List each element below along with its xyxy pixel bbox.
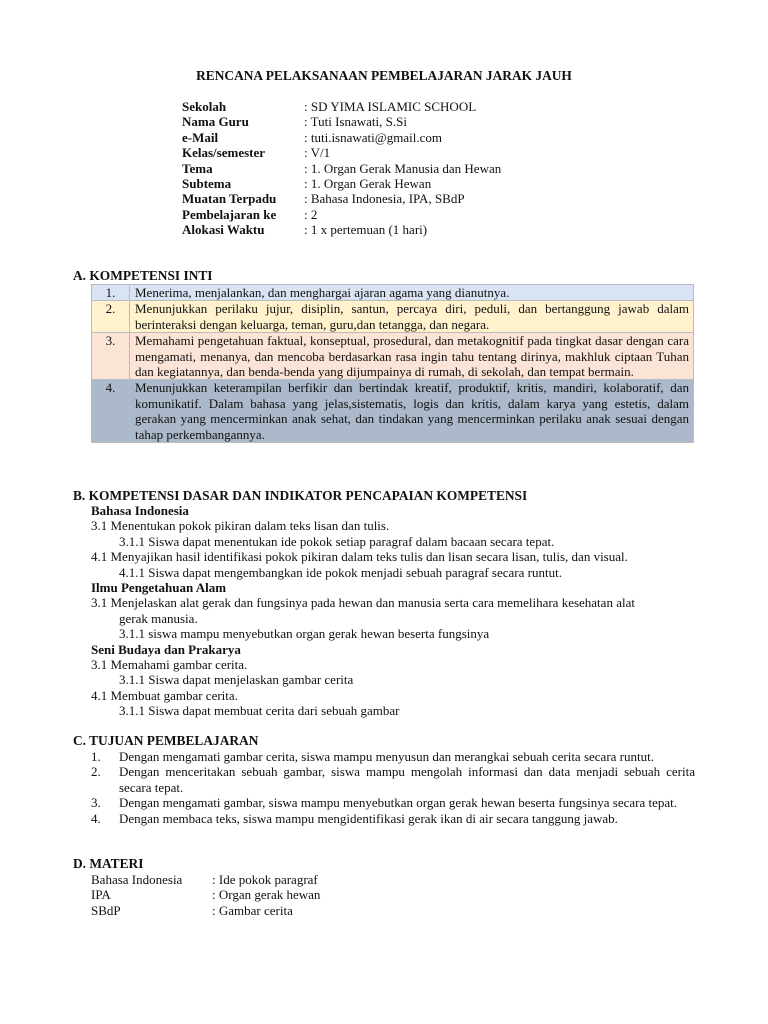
subject-title: Seni Budaya dan Prakarya [91,641,241,657]
materi-subject: SBdP [91,902,121,918]
indicator-item: 4.1.1 Siswa dapat mengembangkan ide pokok menjadi sebuah paragraf secara runtut. [119,564,562,580]
info-label: Muatan Terpadu [182,191,277,207]
indicator-item: 3.1.1 Siswa dapat menjelaskan gambar cerita [119,672,354,688]
list-number: 3. [91,795,101,811]
info-value: : 1. Organ Gerak Manusia dan Hewan [304,160,502,176]
info-row [182,99,501,114]
list-number: 4. [91,810,101,826]
list-item [91,749,695,764]
kompetensi-inti-table [91,284,694,443]
kd-item: 4.1 Menyajikan hasil identifikasi pokok pikiran dalam teks tulis dan lisan secara lisan, tulis, dan visual. [91,549,628,565]
list-number: 1. [91,749,101,764]
info-value: : SD YIMA ISLAMIC SCHOOL [304,99,477,114]
list-item [91,811,695,826]
info-label: Subtema [182,175,232,191]
kompetensi-dasar-block [91,503,695,719]
info-label: Sekolah [182,99,227,114]
section-b-heading: B. KOMPETENSI DASAR DAN INDIKATOR PENCAPAIAN KOMPETENSI [73,488,528,503]
list-item [91,795,695,810]
info-label: Pembelajaran ke [182,206,277,222]
list-text: Dengan mengamati gambar cerita, siswa mampu menyusun dan merangkai sebuah cerita secara runtut. [119,749,654,764]
kd-item: 4.1 Membuat gambar cerita. [91,687,238,703]
list-number: 2. [91,764,101,780]
table-row [92,380,694,443]
section-d-heading: D. MATERI [73,856,144,871]
materi-subject: Bahasa Indonesia [91,872,183,887]
info-row [182,114,501,129]
list-text: Dengan menceritakan sebuah gambar, siswa mampu mengolah informasi dan data menjadi sebuah cerita secara tepat. [119,764,695,795]
info-row [182,191,501,206]
list-text: Dengan mengamati gambar, siswa mampu menyebutkan organ gerak hewan beserta fungsinya secara tepat. [119,795,678,811]
info-value: : 2 [304,206,318,222]
materi-subject: IPA [91,887,111,903]
row-text: Menunjukkan keterampilan berfikir dan bertindak kreatif, produktif, kritis, mandiri, kolaboratif, dan komunikatif. Dalam bahasa yang jelas,sistematis, logis dan kritis, dalam karya yang estetis, dalam gerakan yang mencerminkan anak sehat, dan tindakan yang mencerminkan perilaku anak sesuai dengan tahap perkembangannya. [130,380,694,443]
row-number: 4. [92,380,130,443]
kd-item: 3.1 Menjelaskan alat gerak dan fungsinya pada hewan dan manusia serta cara memelihara kesehatan alat [91,595,635,611]
info-row [182,161,501,176]
kd-item: 3.1 Menentukan pokok pikiran dalam teks lisan dan tulis. [91,518,390,534]
table-row [92,333,694,380]
list-item [91,764,695,795]
info-row [182,145,501,160]
section-a-heading: A. KOMPETENSI INTI [73,268,213,283]
row-number: 3. [92,333,130,380]
info-value: : Tuti Isnawati, S.Si [304,114,407,130]
materi-topic: : Gambar cerita [212,902,293,918]
kd-item: 3.1 Memahami gambar cerita. [91,657,248,673]
info-label: Alokasi Waktu [182,222,265,238]
materi-row [91,872,695,887]
materi-row [91,887,695,902]
list-text: Dengan membaca teks, siswa mampu mengidentifikasi gerak ikan di air secara tanggung jawab. [119,810,618,826]
document-title: RENCANA PELAKSANAAN PEMBELAJARAN JARAK JAUH [196,68,572,83]
info-label: Tema [182,160,213,176]
info-row [182,222,501,237]
info-value: : tuti.isnawati@gmail.com [304,129,442,145]
subject-title: Bahasa Indonesia [91,503,189,518]
info-row [182,130,501,145]
indicator-item: 3.1.1 Siswa dapat membuat cerita dari sebuah gambar [119,703,400,719]
row-text: Menunjukkan perilaku jujur, disiplin, santun, percaya diri, peduli, dan bertanggung jawab dalam berinteraksi dengan keluarga, teman, guru,dan tetangga, dan negara. [130,301,694,333]
indicator-item: 3.1.1 Siswa dapat menentukan ide pokok setiap paragraf dalam bacaan secara tepat. [119,533,555,549]
row-text: Menerima, menjalankan, dan menghargai ajaran agama yang dianutnya. [130,285,694,301]
info-label: e-Mail [182,129,219,145]
info-label: Nama Guru [182,114,249,130]
info-value: : 1 x pertemuan (1 hari) [304,222,428,238]
info-label: Kelas/semester [182,145,266,161]
info-value: : 1. Organ Gerak Hewan [304,175,432,191]
tujuan-list [91,749,695,826]
info-value: : V/1 [304,145,331,161]
info-row [182,207,501,222]
section-c-heading: C. TUJUAN PEMBELAJARAN [73,733,259,748]
indicator-item: 3.1.1 siswa mampu menyebutkan organ gerak hewan beserta fungsinya [119,626,490,642]
subject-title: Ilmu Pengetahuan Alam [91,580,227,596]
kd-item-continuation: gerak manusia. [119,610,198,626]
materi-topic: : Ide pokok paragraf [212,872,318,887]
row-text: Memahami pengetahuan faktual, konseptual, prosedural, dan metakognitif pada tingkat dasar dengan cara mengamati, menanya, dan mencoba berdasarkan rasa ingin tahu tentang dirinya, makhluk ciptaan Tuhan dan kegiatannya, dan benda-benda yang dijumpainya di rumah, di sekolah, dan tempat bermain. [130,333,694,380]
table-row [92,301,694,333]
table-row [92,285,694,301]
info-row [182,176,501,191]
info-value: : Bahasa Indonesia, IPA, SBdP [304,191,465,207]
materi-topic: : Organ gerak hewan [212,887,321,903]
materi-block [91,872,695,918]
row-number: 1. [92,285,130,301]
identity-block [182,99,501,238]
row-number: 2. [92,301,130,333]
materi-row [91,903,695,918]
